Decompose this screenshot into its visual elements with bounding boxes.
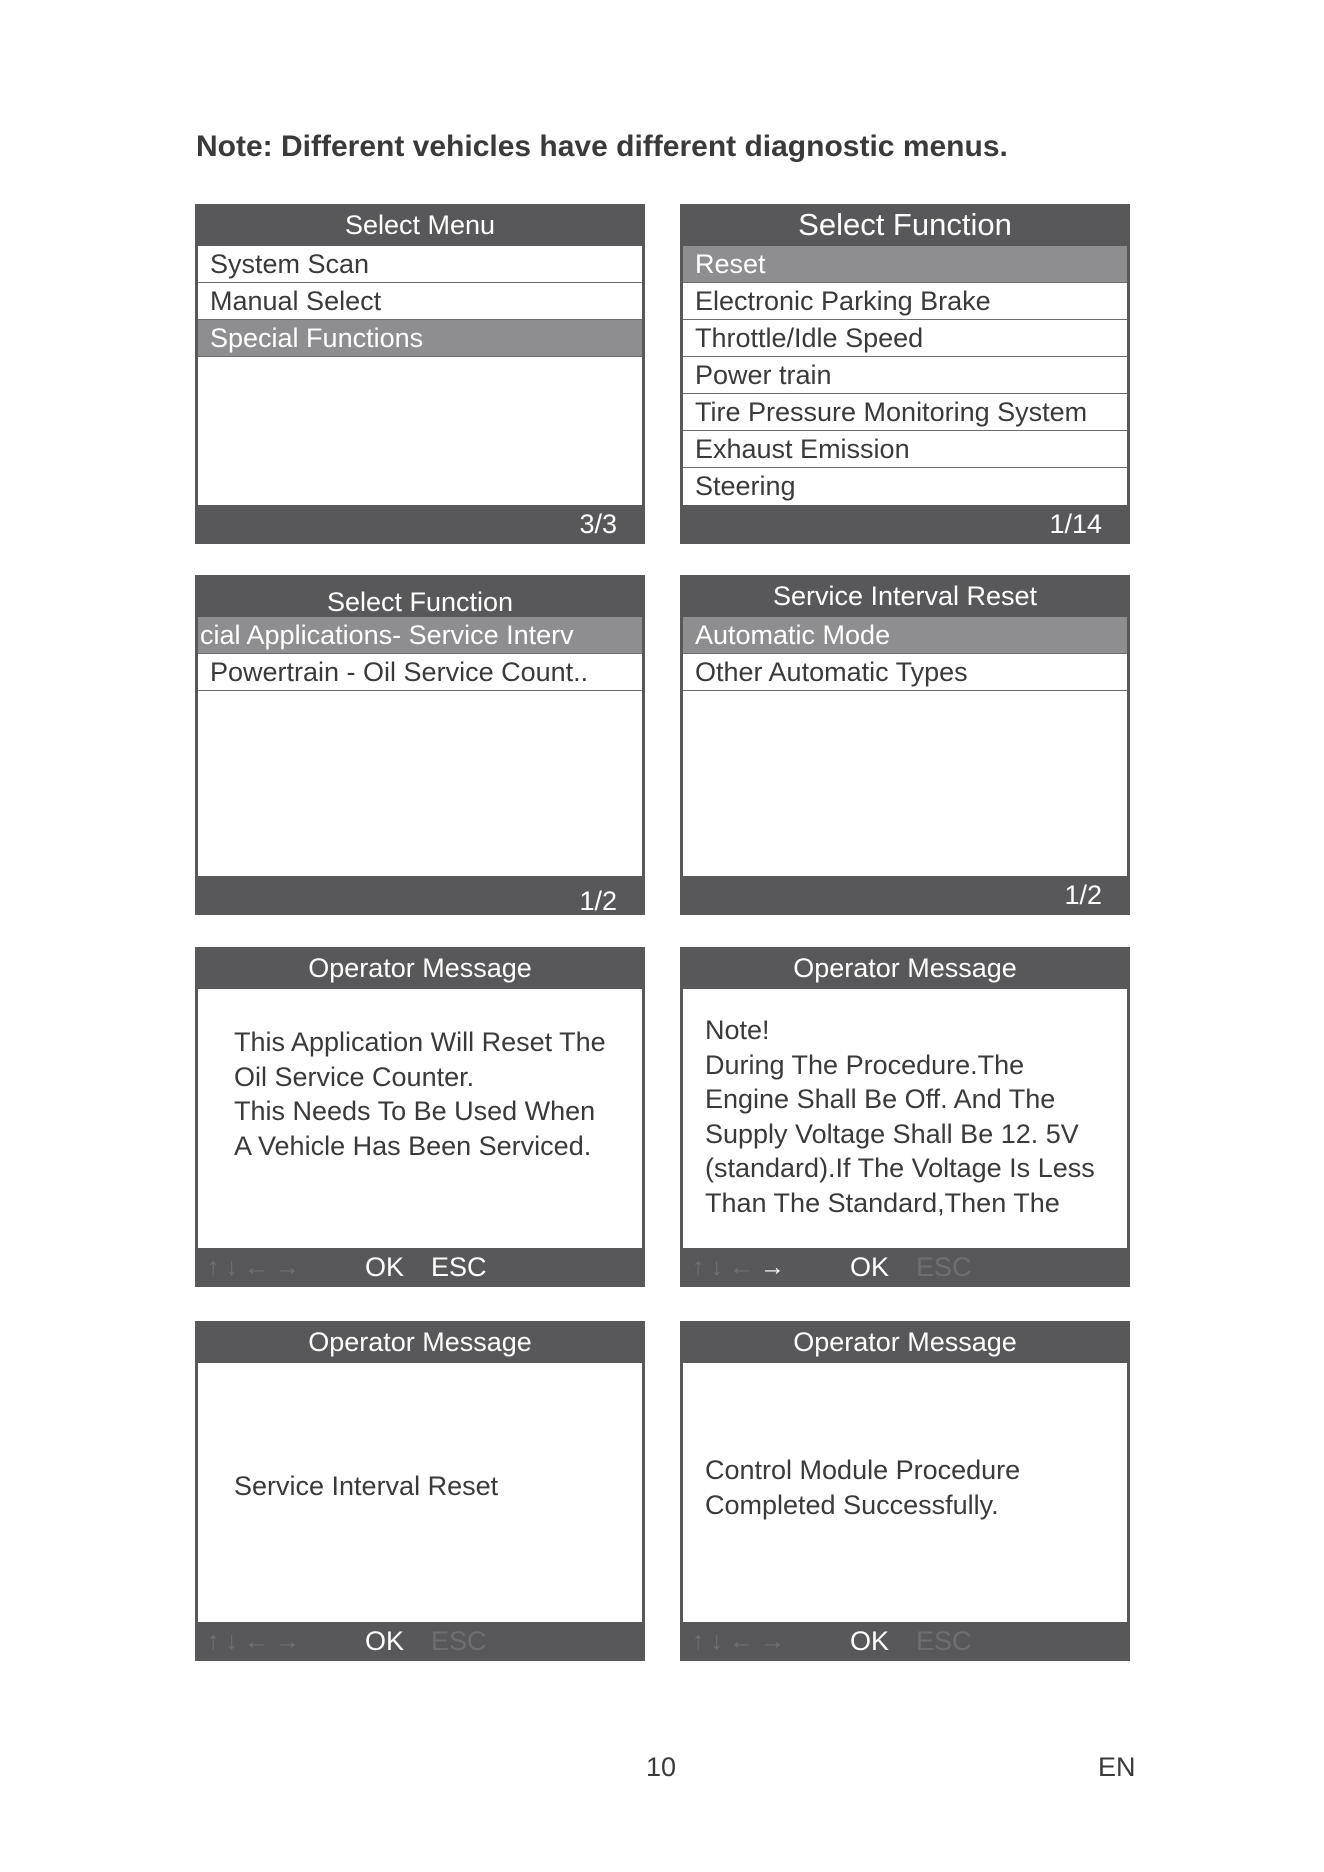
function-list — [198, 617, 642, 876]
esc-button[interactable]: ESC — [916, 1626, 972, 1656]
arrow-up-icon[interactable]: ↑ — [692, 1253, 711, 1281]
page-counter: 1/2 — [1064, 880, 1102, 910]
message-body — [683, 1363, 1127, 1622]
arrow-up-icon[interactable]: ↑ — [207, 1253, 226, 1281]
message-body — [198, 1363, 642, 1622]
screen-footer — [195, 1248, 645, 1287]
esc-button[interactable]: ESC — [916, 1252, 972, 1282]
function-item-power-train[interactable]: Power train — [683, 357, 1127, 394]
message-text: This Application Will Reset The Oil Service Counter. This Needs To Be Used When A Vehicle Has Been Serviced. — [234, 1027, 606, 1161]
page-counter: 3/3 — [579, 509, 617, 539]
mode-list — [683, 617, 1127, 876]
function-item-service-interval[interactable]: cial Applications- Service Interv — [198, 617, 642, 654]
arrow-left-icon[interactable]: ← — [244, 1253, 275, 1281]
message-text: Service Interval Reset — [234, 1471, 499, 1501]
arrow-down-icon[interactable]: ↓ — [225, 1627, 244, 1655]
page-counter: 1/2 — [579, 886, 617, 916]
menu-item-system-scan[interactable]: System Scan — [198, 246, 642, 283]
operator-message-screen — [195, 947, 645, 1287]
mode-item-automatic[interactable]: Automatic Mode — [683, 617, 1127, 654]
screen-title: Select Function — [326, 587, 514, 617]
language-label: EN — [1098, 1752, 1136, 1782]
function-item-steering[interactable]: Steering — [695, 471, 796, 501]
arrow-right-icon[interactable]: → — [275, 1253, 306, 1281]
ok-button[interactable]: OK — [850, 1626, 890, 1656]
menu-item-special-functions[interactable]: Special Functions — [198, 320, 642, 357]
arrow-right-icon[interactable]: → — [275, 1627, 306, 1655]
page-number: 10 — [646, 1752, 677, 1782]
screen-footer — [680, 1622, 1130, 1661]
arrow-left-icon[interactable]: ← — [729, 1253, 760, 1281]
nav-arrows — [207, 1248, 306, 1287]
screen-footer — [195, 1622, 645, 1661]
message-body — [198, 989, 642, 1248]
screen-footer — [680, 1248, 1130, 1287]
function-item-electronic-parking-brake[interactable]: Electronic Parking Brake — [683, 283, 1127, 320]
function-item-reset[interactable]: Reset — [683, 246, 1127, 283]
arrow-right-icon[interactable]: → — [760, 1627, 791, 1655]
arrow-left-icon[interactable]: ← — [729, 1627, 760, 1655]
esc-button[interactable]: ESC — [431, 1626, 487, 1656]
function-list — [683, 246, 1127, 505]
message-body — [683, 989, 1127, 1248]
message-text: Note! During The Procedure.The Engine Shall Be Off. And The Supply Voltage Shall Be 12. 5V (standard).If The Voltage Is Less Than The Standard,Then The — [705, 1015, 1095, 1218]
service-interval-reset-screen — [680, 575, 1130, 915]
operator-message-complete-screen — [680, 1321, 1130, 1661]
function-item-exhaust-emission[interactable]: Exhaust Emission — [683, 431, 1127, 468]
screen-footer — [195, 505, 645, 544]
screen-title: Select Menu — [344, 210, 496, 240]
screen-footer — [195, 876, 645, 915]
arrow-left-icon[interactable]: ← — [244, 1627, 275, 1655]
arrow-up-icon[interactable]: ↑ — [207, 1627, 226, 1655]
arrow-right-icon[interactable]: → — [760, 1253, 791, 1281]
screen-title: Operator Message — [308, 1327, 532, 1357]
function-item-oil-service-counter[interactable]: Powertrain - Oil Service Count.. — [198, 654, 642, 691]
esc-button[interactable]: ESC — [431, 1252, 487, 1282]
screen-title: Service Interval Reset — [772, 581, 1038, 611]
select-function-service-screen — [195, 575, 645, 915]
nav-arrows — [692, 1622, 791, 1661]
operator-message-reset-screen — [195, 1321, 645, 1661]
menu-item-manual-select[interactable]: Manual Select — [198, 283, 642, 320]
arrow-down-icon[interactable]: ↓ — [710, 1253, 729, 1281]
select-function-screen — [680, 204, 1130, 544]
page-counter: 1/14 — [1049, 509, 1102, 539]
arrow-down-icon[interactable]: ↓ — [710, 1627, 729, 1655]
arrow-down-icon[interactable]: ↓ — [225, 1253, 244, 1281]
ok-button[interactable]: OK — [365, 1626, 405, 1656]
message-text: Control Module Procedure Completed Successfully. — [705, 1455, 1021, 1520]
operator-message-note-screen — [680, 947, 1130, 1287]
mode-item-other-automatic[interactable]: Other Automatic Types — [683, 654, 1127, 691]
nav-arrows — [207, 1622, 306, 1661]
function-item-throttle-idle-speed[interactable]: Throttle/Idle Speed — [683, 320, 1127, 357]
select-menu-screen — [195, 204, 645, 544]
nav-arrows — [692, 1248, 791, 1287]
function-item-tire-pressure[interactable]: Tire Pressure Monitoring System — [683, 394, 1127, 431]
screen-title: Operator Message — [793, 1327, 1017, 1357]
screen-title: Operator Message — [793, 953, 1017, 983]
screen-title: Operator Message — [308, 953, 532, 983]
screen-footer — [680, 876, 1130, 915]
menu-list — [198, 246, 642, 505]
screen-title: Select Function — [798, 207, 1012, 242]
page-note: Note: Different vehicles have different diagnostic menus. — [196, 130, 1008, 163]
ok-button[interactable]: OK — [850, 1252, 890, 1282]
ok-button[interactable]: OK — [365, 1252, 405, 1282]
arrow-up-icon[interactable]: ↑ — [692, 1627, 711, 1655]
screen-footer — [680, 505, 1130, 544]
